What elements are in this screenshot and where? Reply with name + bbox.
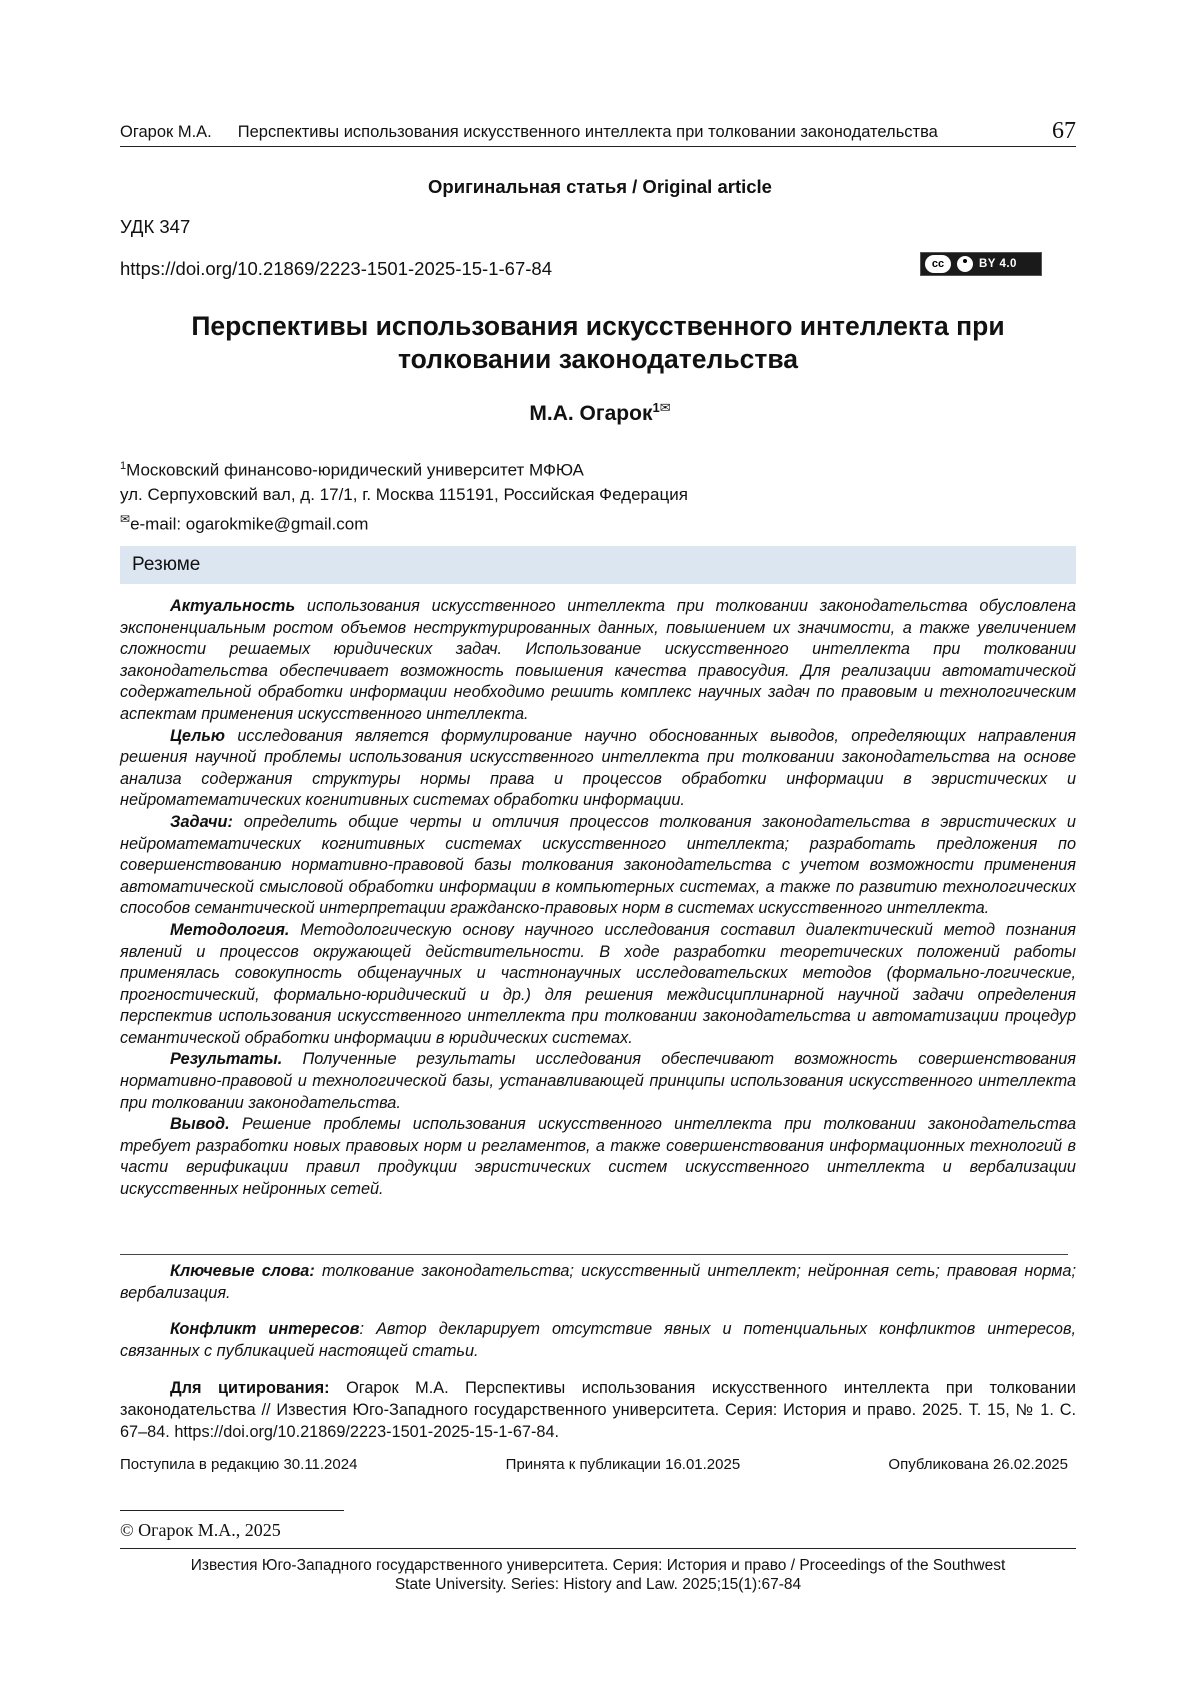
citation-label: Для цитирования:	[170, 1379, 330, 1397]
email-line	[120, 512, 368, 535]
abstract-label: Целью	[170, 727, 225, 745]
author-line	[0, 400, 1200, 426]
abstract-paragraph-methodology	[120, 920, 1076, 1050]
abstract-label: Актуальность	[170, 597, 295, 615]
affiliation-line-1: Московский финансово-юридический университет МФЮА	[126, 461, 584, 480]
running-header-title: Перспективы использования искусственного интеллекта при толковании законодательства	[238, 123, 1044, 146]
footer-line-2: State University. Series: History and Law. 2025;15(1):67-84	[120, 1575, 1076, 1594]
envelope-icon: ✉	[660, 400, 671, 415]
author-name: М.А. Огарок	[529, 402, 652, 425]
cc-icon: cc	[925, 255, 951, 273]
abstract-label: Задачи:	[170, 813, 233, 831]
abstract-paragraph-relevance	[120, 596, 1076, 726]
abstract-paragraph-goal	[120, 726, 1076, 812]
abstract-label: Методология.	[170, 921, 289, 939]
article-title	[120, 310, 1076, 376]
publication-dates	[120, 1456, 1068, 1473]
abstract	[120, 596, 1076, 1201]
footer-rule	[120, 1548, 1076, 1549]
abstract-text: определить общие черты и отличия процессов толкования законодательства в эвристических и нейроматематических когнитивных системах искусственного интеллекта; разработать предложения по совершенствованию нормативно-правовой базы толкования законодательства с учетом возможности применения автоматической смысловой обработки информации в компьютерных системах, а также по развитию технологических способов семантической интерпретации гражданско-правовых норм в системах искусственного интеллекта.	[120, 813, 1076, 917]
footer-line-1: Известия Юго-Западного государственного университета. Серия: История и право / Proceedings of the Southwest	[120, 1556, 1076, 1575]
doi-link[interactable]: https://doi.org/10.21869/2223-1501-2025-15-1-67-84	[120, 258, 552, 280]
author-affiliation-sup: 1	[652, 400, 659, 415]
affiliation-line-2: ул. Серпуховский вал, д. 17/1, г. Москва 115191, Российская Федерация	[120, 483, 688, 507]
abstract-paragraph-conclusion	[120, 1114, 1076, 1200]
affiliation	[120, 454, 688, 507]
abstract-separator	[120, 1254, 1068, 1255]
article-type: Оригинальная статья / Original article	[0, 176, 1200, 198]
keywords-label: Ключевые слова:	[170, 1262, 315, 1280]
affiliation-sup: 1	[120, 460, 126, 472]
page-number: 67	[1052, 118, 1076, 146]
abstract-text: Решение проблемы использования искусственного интеллекта при толковании законодательства требует разработки новых правовых норм и регламентов, а также совершенствования информационных технологий в части верификации правил продукции эвристических систем искусственного интеллекта и вербализации искусственных нейронных сетей.	[120, 1115, 1076, 1198]
abstract-paragraph-results	[120, 1049, 1076, 1114]
resume-heading-text: Резюме	[132, 554, 200, 576]
copyright-rule	[120, 1510, 344, 1511]
abstract-paragraph-tasks	[120, 812, 1076, 920]
conflict-text: : Автор декларирует отсутствие явных и потенциальных конфликтов интересов, связанных с публикацией настоящей статьи.	[120, 1320, 1076, 1360]
abstract-text: использования искусственного интеллекта при толковании законодательства обусловлена экспоненциальным ростом объемов неструктурированных данных, повышением их значимости, а также увеличением сложности решаемых юридических задач. Использование искусственного интеллекта при толковании законодательства обеспечивает возможность повышения качества правосудия. Для реализации автоматической содержательной обработки информации необходимо решить комплекс научных задач по правовым и технологическим аспектам применения искусственного интеллекта.	[120, 597, 1076, 723]
citation-text: Огарок М.А. Перспективы использования искусственного интеллекта при толковании законодательства // Известия Юго-Западного государственного университета. Серия: История и право. 2025. Т. 15, № 1. С. 67–84. https://doi.org/10.21869/2223-1501-2025-15-1-67-84.	[120, 1379, 1076, 1441]
date-received: Поступила в редакцию 30.11.2024	[120, 1456, 357, 1473]
date-published: Опубликована 26.02.2025	[888, 1456, 1068, 1473]
keywords	[120, 1260, 1076, 1304]
resume-heading	[120, 546, 1076, 584]
conflict-of-interest	[120, 1318, 1076, 1362]
article-title-line-2: толковании законодательства	[120, 343, 1076, 376]
udk-code: УДК 347	[120, 216, 190, 238]
email-address[interactable]: e-mail: ogarokmike@gmail.com	[130, 515, 368, 534]
cc-license-badge[interactable]	[920, 252, 1042, 276]
conflict-label: Конфликт интересов	[170, 1320, 360, 1338]
license-text: BY 4.0	[979, 258, 1017, 270]
journal-footer	[120, 1556, 1076, 1594]
abstract-text: Полученные результаты исследования обеспечивают возможность совершенствования нормативно-правовой и технологической базы, устанавливающей принципы использования искусственного интеллекта при толковании законодательства.	[120, 1050, 1076, 1111]
running-header-author: Огарок М.А.	[120, 123, 212, 146]
abstract-label: Результаты.	[170, 1050, 282, 1068]
article-title-line-1: Перспективы использования искусственного интеллекта при	[120, 310, 1076, 343]
copyright: © Огарок М.А., 2025	[120, 1520, 281, 1541]
abstract-text: Методологическую основу научного исследования составил диалектический метод познания явлений и процессов окружающей действительности. В ходе разработки теоретических положений работы применялась совокупность общенаучных и частнонаучных исследовательских методов (формально-логические, прогностический, формально-юридический и др.) для решения междисциплинарной научной задачи определения перспектив использования искусственного интеллекта при толковании законодательства и автоматизации процедур семантической обработки информации в юридических системах.	[120, 921, 1076, 1047]
abstract-text: исследования является формулирование научно обоснованных выводов, определяющих направления решения научной проблемы использования искусственного интеллекта при толковании законодательства на основе анализа содержания структуры нормы права и процессов обработки информации в эвристических и нейроматематических когнитивных системах обработки информации.	[120, 727, 1076, 810]
running-header	[120, 116, 1076, 147]
attribution-icon	[957, 256, 973, 272]
date-accepted: Принята к публикации 16.01.2025	[506, 1456, 741, 1473]
keywords-text: толкование законодательства; искусственный интеллект; нейронная сеть; правовая норма; вербализация.	[120, 1262, 1076, 1302]
citation	[120, 1377, 1076, 1443]
envelope-icon: ✉	[120, 512, 130, 526]
abstract-label: Вывод.	[170, 1115, 230, 1133]
